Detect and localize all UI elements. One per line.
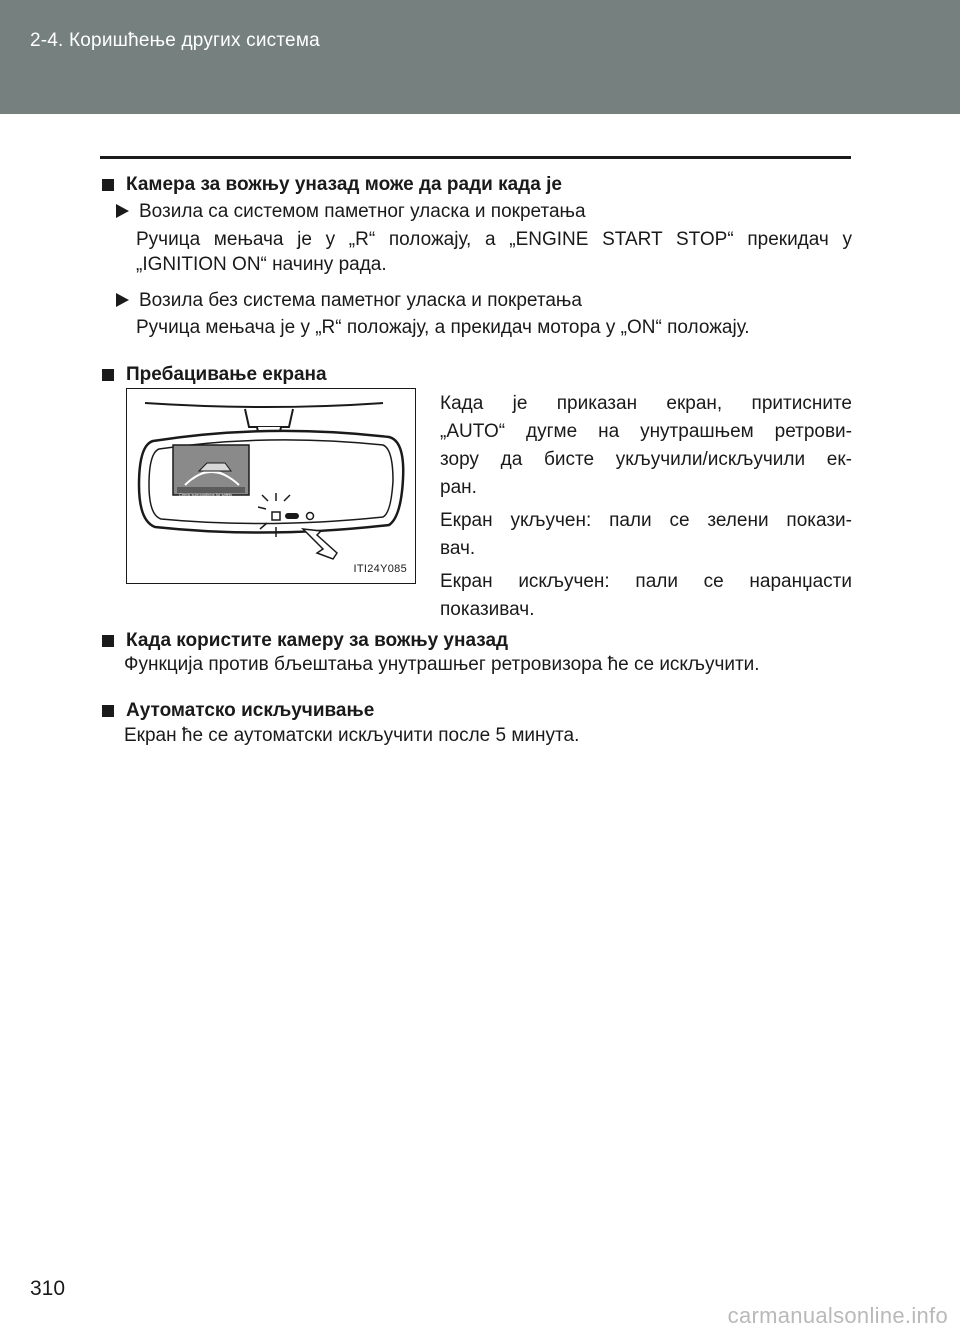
page-number: 310 bbox=[30, 1277, 66, 1300]
screen-off-line1: Екран искључен: пали се наранџасти bbox=[440, 571, 852, 592]
mirror-drawing bbox=[127, 389, 415, 583]
item-smart-entry-text-line1: Ручица мењача је у „R“ положају, а „ENGINE START STOP“ прекидач у bbox=[136, 229, 852, 250]
section-title-text: Када користите камеру за вожњу уназад bbox=[126, 630, 509, 651]
bullet-square-icon bbox=[102, 179, 114, 191]
bullet-square-icon bbox=[102, 369, 114, 381]
screen-switch-line3: зору да бисте укључили/искључили ек- bbox=[440, 449, 852, 470]
item-label: Возила без система паметног уласка и покретања bbox=[139, 290, 582, 311]
screen-switch-line2: „AUTO“ дугме на унутрашњем ретрови- bbox=[440, 421, 852, 442]
section-title-text: Пребацивање екрана bbox=[126, 364, 327, 385]
figure-screen-text: Check surroundings for safety bbox=[179, 492, 233, 497]
arrow-bullet-icon bbox=[116, 204, 129, 218]
watermark: carmanualsonline.info bbox=[727, 1303, 948, 1328]
rearview-mirror-illustration bbox=[126, 388, 416, 584]
item-smart-entry-label bbox=[116, 201, 586, 223]
section-title-text: Камера за вожњу уназад може да ради када је bbox=[126, 174, 562, 195]
section-title-text: Аутоматско искључивање bbox=[126, 700, 375, 721]
item-no-smart-entry-text: Ручица мењача је у „R“ положају, а прекидач мотора у „ON“ положају. bbox=[136, 317, 750, 338]
section-title-screen-switching bbox=[102, 364, 327, 386]
bullet-square-icon bbox=[102, 705, 114, 717]
when-using-camera-text: Функција против бљештања унутрашњег ретровизора ће се искључити. bbox=[124, 654, 760, 675]
figure-code: ITI24Y085 bbox=[353, 563, 407, 575]
section-title-auto-off bbox=[102, 700, 374, 722]
item-smart-entry-text-line2: „IGNITION ON“ начину рада. bbox=[136, 254, 387, 275]
section-title-when-using-camera bbox=[102, 630, 508, 652]
item-label: Возила са системом паметног уласка и покретања bbox=[139, 201, 586, 222]
section-title-camera-operates bbox=[102, 174, 562, 196]
section-breadcrumb: 2-4. Коришћење других система bbox=[30, 30, 320, 51]
bullet-square-icon bbox=[102, 635, 114, 647]
screen-on-line1: Екран укључен: пали се зелени покази- bbox=[440, 510, 852, 531]
auto-off-text: Екран ће се аутоматски искључити после 5 минута. bbox=[124, 725, 580, 746]
screen-switch-line1: Када је приказан екран, притисните bbox=[440, 393, 852, 414]
screen-switch-line4: ран. bbox=[440, 477, 477, 498]
screen-on-line2: вач. bbox=[440, 538, 476, 559]
divider bbox=[100, 156, 851, 159]
item-no-smart-entry-label bbox=[116, 290, 582, 312]
screen-off-line2: показивач. bbox=[440, 599, 535, 620]
arrow-bullet-icon bbox=[116, 293, 129, 307]
page-header bbox=[0, 0, 960, 114]
